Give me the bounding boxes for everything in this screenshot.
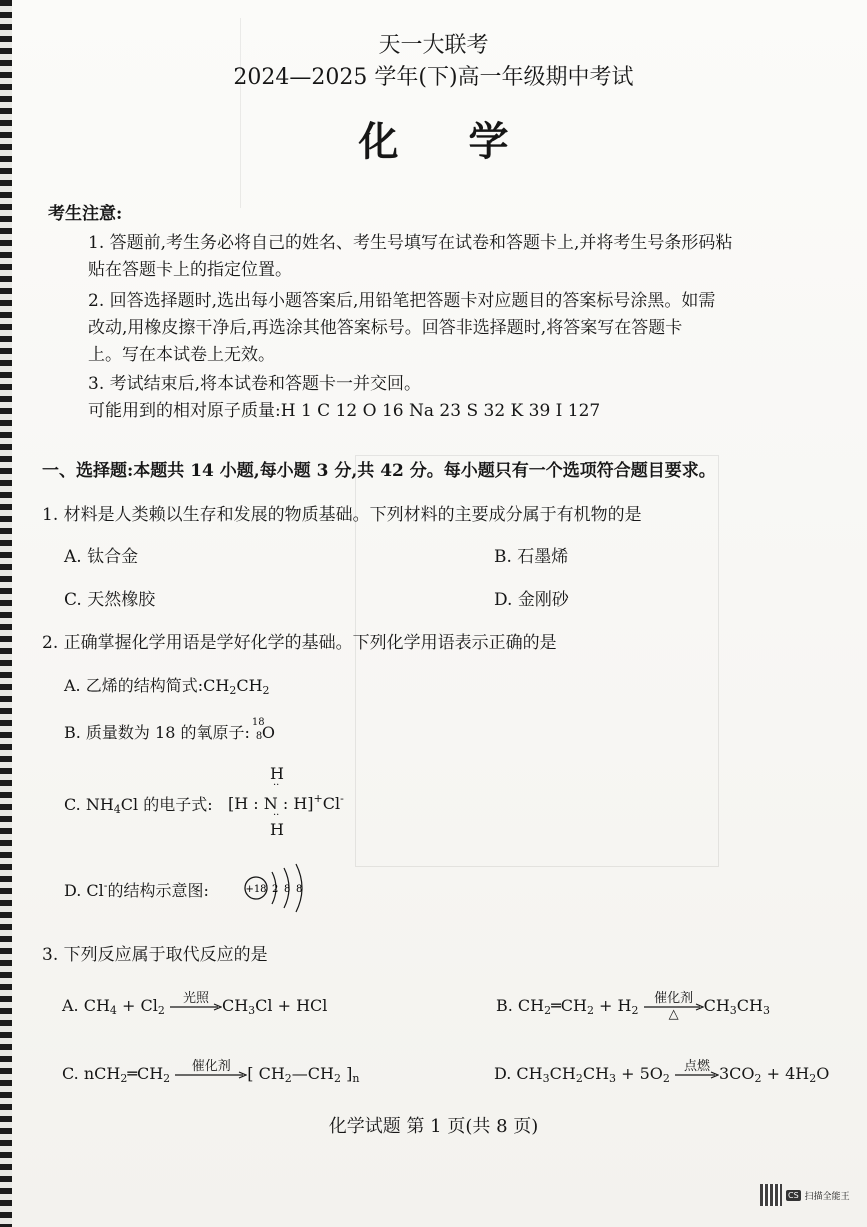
- shell-count-2: 8: [284, 884, 291, 895]
- q2-d-prefix: D. Cl: [64, 881, 104, 900]
- q3-d-condition: 点燃: [683, 1058, 710, 1074]
- qr-code-icon: [760, 1184, 782, 1206]
- subject-title: 化 学: [358, 118, 537, 165]
- exam-name: 天一大联考: [378, 33, 489, 58]
- q3-option-d: D. $CH_3CH_2CH_3 + 5O_2$ 点燃 $3CO_2 + 4H_2O$: [494, 1064, 829, 1085]
- lewis-cl: Cl: [322, 794, 341, 813]
- shell-count-3: 8: [296, 884, 303, 895]
- lewis-bracket-formula: [H : N : H]: [228, 794, 314, 813]
- q2-a-mid: CH: [236, 676, 263, 695]
- lewis-formula: [228, 792, 344, 813]
- nucleus-charge: +18: [245, 884, 267, 895]
- notice-item-2-line-2: 改动,用橡皮擦干净后,再选涂其他答案标号。回答非选择题时,将答案写在答题卡: [88, 318, 683, 338]
- q3-b-condition-bottom: △: [668, 1006, 679, 1022]
- notice-item-3: 3. 考试结束后,将本试卷和答题卡一并交回。: [88, 374, 422, 394]
- q1-option-c: C. 天然橡胶: [64, 590, 156, 610]
- notice-item-1-line-2: 贴在答题卡上的指定位置。: [88, 260, 292, 280]
- q3-option-b: B. $CH_2═CH_2 + H_2$ 催化剂 △ $CH_3CH_3$: [496, 996, 770, 1017]
- q2-stem: 2. 正确掌握化学用语是学好化学的基础。下列化学用语表示正确的是: [42, 633, 557, 653]
- lewis-h-top: H: [270, 764, 284, 783]
- scanner-watermark: [760, 1180, 852, 1210]
- page-footer: 化学试题 第 1 页(共 8 页): [328, 1116, 539, 1137]
- lewis-h-bottom: H: [270, 820, 284, 839]
- lewis-minus: -: [340, 792, 344, 805]
- lewis-dots-bottom: ··: [273, 810, 280, 821]
- q1-option-b: B. 石墨烯: [494, 547, 569, 567]
- q2-c-prefix: C. NH: [64, 795, 114, 814]
- exam-title: 2024—2025 学年(下)高一年级期中考试: [233, 65, 634, 90]
- q2-b-prefix: B. 质量数为 18 的氧原子:: [64, 723, 250, 742]
- q1-stem: 1. 材料是人类赖以生存和发展的物质基础。下列材料的主要成分属于有机物的是: [42, 505, 642, 525]
- q3-d-arrow: [675, 1058, 719, 1079]
- q3-c-condition: 催化剂: [191, 1058, 231, 1074]
- lewis-plus: +: [313, 792, 323, 805]
- q2-a-prefix: A. 乙烯的结构简式:CH: [64, 676, 230, 695]
- lewis-dots-top: ··: [273, 780, 280, 791]
- cl-ion-structure-diagram: [242, 862, 312, 914]
- notice-item-1-line-1: 1. 答题前,考生务必将自己的姓名、考生号填写在试卷和答题卡上,并将考生号条形码粘: [88, 233, 733, 253]
- q3-a-condition: 光照: [182, 990, 209, 1006]
- q2-option-a: A. 乙烯的结构简式$:CH_2CH_2$: [64, 676, 270, 697]
- q2-b-symbol: O: [261, 723, 275, 742]
- q2-c-suffix: Cl 的电子式:: [120, 795, 213, 814]
- shell-count-1: 2: [272, 884, 279, 895]
- q3-a-arrow: [170, 990, 222, 1011]
- q2-b-mass-number: 18: [251, 717, 265, 728]
- atomic-masses: 可能用到的相对原子质量:H 1 C 12 O 16 Na 23 S 32 K 39 I 127: [88, 401, 601, 421]
- q3-b-arrow: [644, 990, 704, 1022]
- notice-item-2-line-3: 上。写在本试卷上无效。: [88, 345, 275, 365]
- notice-item-2-line-1: 2. 回答选择题时,选出每小题答案后,用铅笔把答题卡对应题目的答案标号涂黑。如需: [88, 291, 716, 311]
- scanner-app-name: 扫描全能王: [804, 1191, 850, 1202]
- camscanner-logo-icon: CS: [788, 1190, 799, 1200]
- section-heading: 一、选择题:本题共 14 小题,每小题 3 分,共 42 分。每小题只有一个选项符合题目要求。: [42, 461, 716, 481]
- q2-option-c: C. $NH_4Cl$ 的电子式:: [64, 795, 213, 816]
- q3-c-arrow: [175, 1058, 247, 1079]
- q3-option-c: C. $nCH_2═CH_2$ 催化剂 [ $CH_2—CH_2$ ]$_n$: [62, 1064, 359, 1085]
- q1-option-a: A. 钛合金: [64, 547, 139, 567]
- q2-option-d: D. Cl-的结构示意图:: [64, 879, 209, 900]
- q3-stem: 3. 下列反应属于取代反应的是: [42, 945, 268, 965]
- q3-option-a: A. $CH_4 + Cl_2$ 光照 $CH_3Cl$ + HCl: [62, 996, 327, 1017]
- q2-b-atomic-number: 8: [255, 731, 263, 742]
- q2-option-b: [64, 717, 275, 743]
- notice-title: 考生注意:: [48, 204, 123, 224]
- q1-option-d: D. 金刚砂: [494, 590, 569, 610]
- q3-b-condition-top: 催化剂: [654, 990, 694, 1006]
- binding-strip: [0, 0, 12, 1227]
- q2-d-suffix: 的结构示意图:: [107, 881, 209, 900]
